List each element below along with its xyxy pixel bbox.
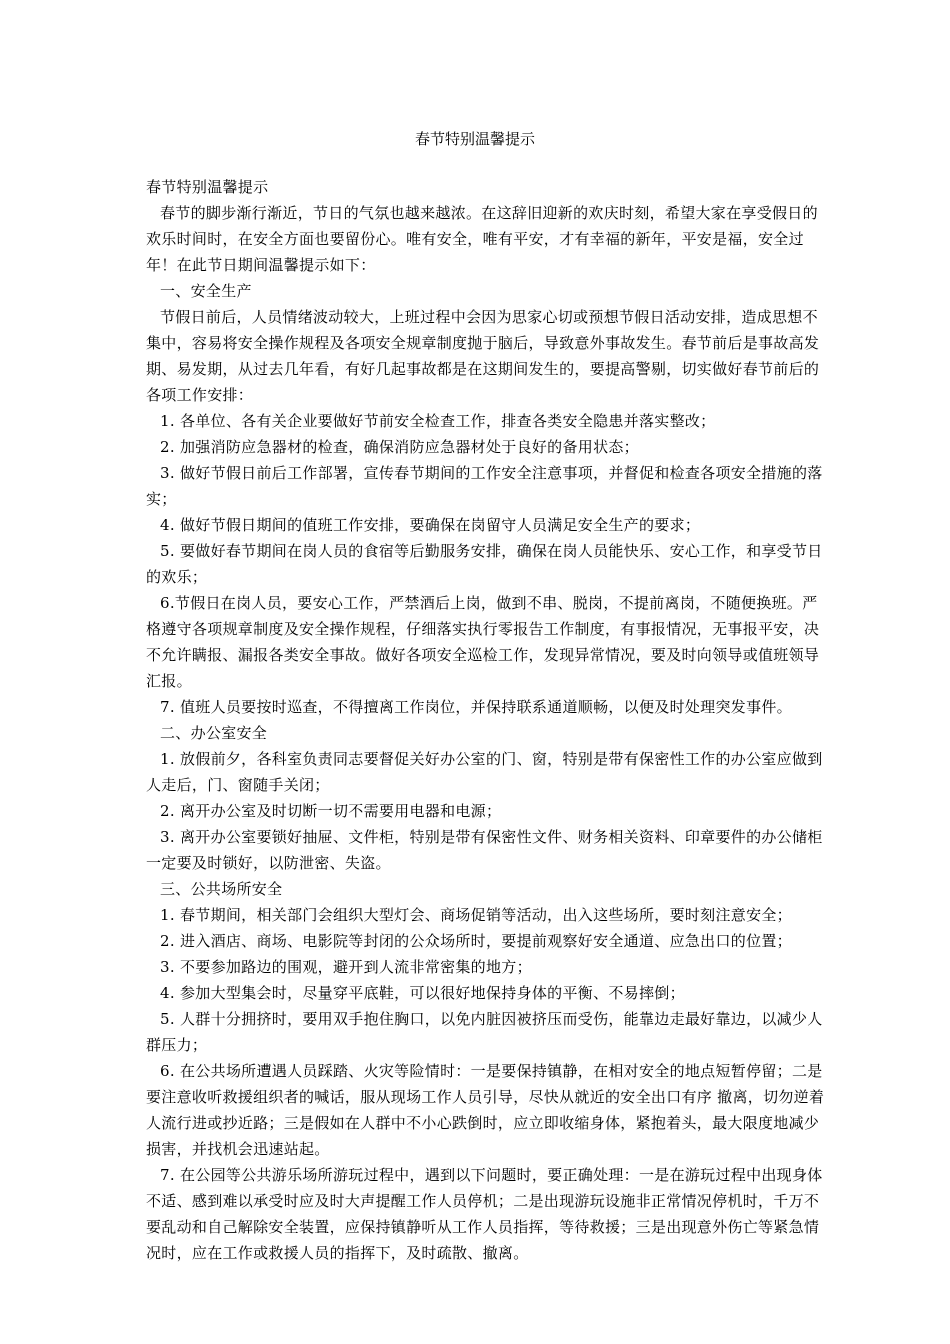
section-heading: 二、办公室安全 bbox=[160, 724, 268, 742]
list-item: 6.节假日在岗人员，要安心工作，严禁酒后上岗，做到不串、脱岗，不提前离岗，不随便换班。严格遵守各项规章制度及安全操作规程，仔细落实执行零报告工作制度，有事报情况，无事报平安，决不允许瞒报、漏报各类安全事故。做好各项安全巡检工作，发现异常情况，要及时向领导或值班领导汇报。 bbox=[146, 594, 820, 690]
list-item: 3. 不要参加路边的围观，避开到人流非常密集的地方； bbox=[160, 958, 532, 976]
list-item: 1. 春节期间，相关部门会组织大型灯会、商场促销等活动，出入这些场所，要时刻注意安全； bbox=[160, 906, 792, 924]
list-item: 2. 加强消防应急器材的检查，确保消防应急器材处于良好的备用状态； bbox=[160, 438, 639, 456]
list-item: 3. 做好节假日前后工作部署，宣传春节期间的工作安全注意事项，并督促和检查各项安全措施的落实； bbox=[146, 464, 823, 508]
section-heading: 一、安全生产 bbox=[160, 282, 252, 300]
list-item: 7. 值班人员要按时巡查，不得擅离工作岗位，并保持联系通道顺畅，以便及时处理突发事件。 bbox=[160, 698, 792, 716]
list-item: 2. 离开办公室及时切断一切不需要用电器和电源； bbox=[160, 802, 502, 820]
paragraph: 节假日前后，人员情绪波动较大，上班过程中会因为思家心切或预想节假日活动安排，造成思想不集中，容易将安全操作规程及各项安全规章制度抛于脑后，导致意外事故发生。春节前后是事故高发期、易发期，从过去几年看，有好几起事故都是在这期间发生的，要提高警剔，切实做好春节前后的各项工作安排： bbox=[146, 308, 820, 404]
list-item: 5. 要做好春节期间在岗人员的食宿等后勤服务安排，确保在岗人员能快乐、安心工作，和享受节日的欢乐； bbox=[146, 542, 823, 586]
list-item: 1. 各单位、各有关企业要做好节前安全检查工作，排查各类安全隐患并落实整改； bbox=[160, 412, 716, 430]
list-item: 5. 人群十分拥挤时，要用双手抱住胸口，以免内脏因被挤压而受伤，能靠边走最好靠边，以减少人群压力； bbox=[146, 1010, 823, 1054]
list-item: 7. 在公园等公共游乐场所游玩过程中，遇到以下问题时，要正确处理：一是在游玩过程中出现身体不适、感到难以承受时应及时大声提醒工作人员停机；二是出现游玩设施非正常情况停机时，千万不要乱动和自己解除安全装置，应保持镇静听从工作人员指挥，等待救援；三是出现意外伤亡等紧急情况时，应在工作或救援人员的指挥下，及时疏散、撤离。 bbox=[146, 1166, 823, 1262]
document-subtitle: 春节特别温馨提示 bbox=[146, 178, 269, 196]
list-item: 2. 进入酒店、商场、电影院等封闭的公众场所时，要提前观察好安全通道、应急出口的位置； bbox=[160, 932, 792, 950]
section-heading: 三、公共场所安全 bbox=[160, 880, 283, 898]
list-item: 6. 在公共场所遭遇人员踩踏、火灾等险情时：一是要保持镇静，在相对安全的地点短暂停留；二是要注意收听救援组织者的喊话，服从现场工作人员引导，尽快从就近的安全出口有序 撤离，切勿逆着人流行进或抄近路；三是假如在人群中不小心跌倒时，应立即收缩身体，紧抱着头，最大限度地减少损害，并找机会迅速站起。 bbox=[146, 1062, 825, 1158]
intro-paragraph: 春节的脚步渐行渐近，节日的气氛也越来越浓。在这辞旧迎新的欢庆时刻，希望大家在享受假日的欢乐时间时，在安全方面也要留份心。唯有安全，唯有平安，才有幸福的新年，平安是福，安全过年！在此节日期间温馨提示如下： bbox=[146, 204, 818, 274]
list-item: 4. 参加大型集会时，尽量穿平底鞋，可以很好地保持身体的平衡、不易摔倒； bbox=[160, 984, 685, 1002]
document-title: 春节特别温馨提示 bbox=[414, 130, 535, 148]
list-item: 3. 离开办公室要锁好抽屉、文件柜，特别是带有保密性文件、财务相关资料、印章要件的办公储柜一定要及时锁好，以防泄密、失盗。 bbox=[146, 828, 823, 872]
list-item: 4. 做好节假日期间的值班工作安排，要确保在岗留守人员满足安全生产的要求； bbox=[160, 516, 701, 534]
list-item: 1. 放假前夕，各科室负责同志要督促关好办公室的门、窗，特别是带有保密性工作的办公室应做到人走后，门、窗随手关闭； bbox=[146, 750, 823, 794]
document-body bbox=[146, 174, 826, 1266]
